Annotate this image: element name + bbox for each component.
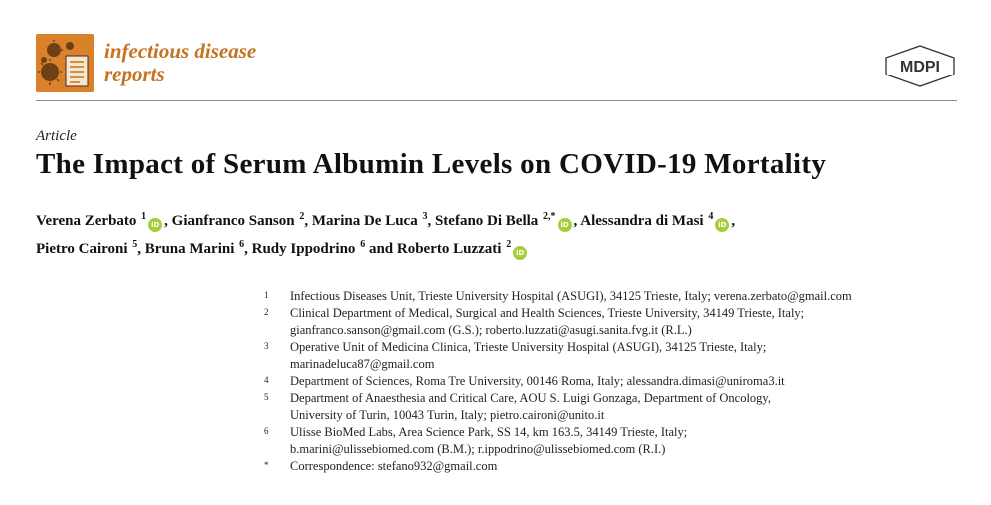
- orcid-icon[interactable]: iD: [558, 218, 572, 232]
- orcid-icon[interactable]: iD: [513, 246, 527, 260]
- affiliation-text: [290, 390, 972, 424]
- affiliation-line: Department of Sciences, Roma Tre University, 00146 Roma, Italy; alessandra.dimasi@uniroma3.it: [290, 374, 785, 388]
- author-affiliation-marker: 2: [506, 239, 512, 250]
- author-affiliation-marker: 3: [422, 211, 428, 222]
- affiliation-line: Department of Anaesthesia and Critical Care, AOU S. Luigi Gonzaga, Department of Oncology,: [290, 391, 771, 405]
- affiliation-item: [262, 339, 972, 373]
- author: [36, 213, 172, 229]
- author-name: Alessandra di Masi: [580, 213, 704, 229]
- author-affiliation-marker: 4: [708, 211, 714, 222]
- affiliation-line: University of Turin, 10043 Turin, Italy; pietro.caironi@unito.it: [290, 408, 605, 422]
- author-name: Verena Zerbato: [36, 213, 137, 229]
- author-name: Bruna Marini: [144, 241, 235, 257]
- affiliation-item: [262, 305, 972, 339]
- author-affiliation-marker: 5: [132, 239, 138, 250]
- author-separator: ,: [573, 213, 581, 229]
- author-affiliation-marker: 2,*: [543, 211, 556, 222]
- author: [435, 213, 580, 229]
- author-separator: ,: [304, 213, 312, 229]
- header-divider: [36, 100, 957, 101]
- affiliation-text: [290, 339, 972, 373]
- affiliation-line: Clinical Department of Medical, Surgical and Health Sciences, Trieste University, 34149 Trieste, Italy;: [290, 306, 805, 320]
- author: [252, 241, 397, 257]
- author-separator: ,: [731, 213, 736, 229]
- affiliation-list: [262, 288, 972, 475]
- publisher-logo-icon: [882, 44, 958, 88]
- affiliation-text: [290, 288, 972, 305]
- publisher-name: MDPI: [900, 59, 940, 76]
- author-name: Roberto Luzzati: [396, 241, 502, 257]
- author-separator: ,: [427, 213, 435, 229]
- author-name: Marina De Luca: [311, 213, 418, 229]
- author-affiliation-marker: 2: [299, 211, 305, 222]
- author-affiliation-marker: 6: [360, 239, 366, 250]
- affiliation-number: 3: [264, 341, 269, 351]
- author-affiliation-marker: 1: [141, 211, 147, 222]
- affiliation-line: Ulisse BioMed Labs, Area Science Park, SS 14, km 163.5, 34149 Trieste, Italy;: [290, 425, 688, 439]
- affiliation-number: 2: [264, 307, 269, 317]
- author: [145, 241, 252, 257]
- author: [580, 213, 735, 229]
- affiliation-line: Correspondence: stefano932@gmail.com: [290, 459, 498, 473]
- author-affiliation-marker: 6: [239, 239, 245, 250]
- affiliation-line: gianfranco.sanson@gmail.com (G.S.); roberto.luzzati@asugi.sanita.fvg.it (R.L.): [290, 323, 692, 337]
- author-separator: ,: [244, 241, 252, 257]
- affiliation-item: [262, 424, 972, 458]
- author: [172, 213, 312, 229]
- affiliation-item: [262, 373, 972, 390]
- journal-name-line2: reports: [104, 62, 165, 86]
- affiliation-item: [262, 288, 972, 305]
- affiliation-line: b.marini@ulissebiomed.com (B.M.); r.ippodrino@ulissebiomed.com (R.I.): [290, 442, 666, 456]
- affiliation-line: marinadeluca87@gmail.com: [290, 357, 435, 371]
- affiliation-number: 1: [264, 290, 269, 300]
- journal-name-line1: infectious disease: [104, 39, 257, 63]
- affiliation-item: [262, 390, 972, 424]
- affiliation-text: [290, 305, 972, 339]
- affiliation-number: 4: [264, 375, 269, 385]
- affiliation-line: Operative Unit of Medicina Clinica, Trieste University Hospital (ASUGI), 34125 Trieste, Italy;: [290, 340, 767, 354]
- affiliation-number: *: [264, 460, 269, 470]
- author-list: [36, 205, 966, 261]
- orcid-icon[interactable]: iD: [148, 218, 162, 232]
- author: [312, 213, 435, 229]
- author-name: Pietro Caironi: [36, 241, 128, 257]
- orcid-icon[interactable]: iD: [715, 218, 729, 232]
- article-type: Article: [36, 128, 77, 144]
- affiliation-number: 5: [264, 392, 269, 402]
- journal-logo-icon: [36, 34, 94, 92]
- affiliation-number: 6: [264, 426, 269, 436]
- affiliation-text: [290, 424, 972, 458]
- author-name: Gianfranco Sanson: [171, 213, 295, 229]
- author-name: Rudy Ippodrino: [251, 241, 356, 257]
- author-separator: ,: [137, 241, 145, 257]
- affiliation-text: [290, 373, 972, 390]
- journal-name: [104, 40, 256, 86]
- author: [36, 241, 145, 257]
- author: [397, 241, 529, 257]
- author-name: Stefano Di Bella: [434, 213, 539, 229]
- author-separator: ,: [164, 213, 172, 229]
- affiliation-text: [290, 458, 972, 475]
- article-title: The Impact of Serum Albumin Levels on COVID-19 Mortality: [36, 148, 827, 180]
- affiliation-item: [262, 458, 972, 475]
- author-separator: and: [365, 241, 397, 257]
- affiliation-line: Infectious Diseases Unit, Trieste University Hospital (ASUGI), 34125 Trieste, Italy; verena.zerbato@gmail.com: [290, 289, 852, 303]
